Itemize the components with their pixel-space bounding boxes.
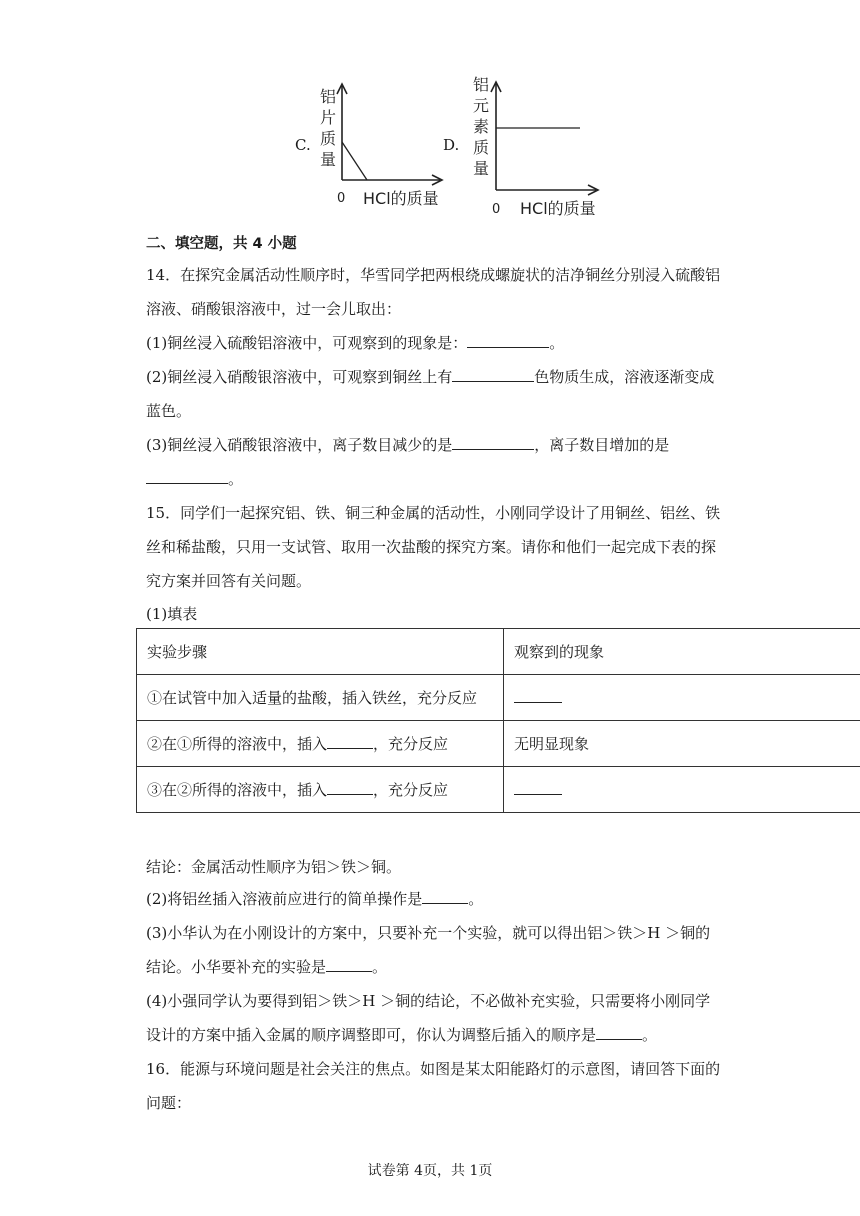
graph-d-y-label-3: 素	[473, 117, 490, 136]
q15-stem-line-2: 丝和稀盐酸，只用一支试管、取用一次盐酸的探究方案。请你和他们一起完成下表的探	[146, 538, 717, 556]
q15-blank-2[interactable]	[422, 902, 468, 904]
graph-c-x-label: HCl的质量	[363, 189, 439, 208]
q14-part-2-cont: 蓝色。	[146, 402, 192, 420]
q15-part-3: (3)小华认为在小刚设计的方案中，只要补充一个实验，就可以得出铝＞铁＞H ＞铜的	[146, 924, 711, 942]
table-row-3-result	[504, 767, 860, 813]
q15-part-2-text: (2)将铝丝插入溶液前应进行的简单操作是	[146, 890, 423, 908]
graph-c-y-label-2: 片	[320, 108, 337, 127]
table-blank-r3-step[interactable]	[327, 793, 373, 795]
table-blank-r3[interactable]	[514, 793, 562, 795]
option-d-label: D.	[443, 136, 460, 154]
q14-blank-4[interactable]	[146, 482, 228, 484]
option-c-label: C.	[295, 136, 311, 154]
q15-blank-4[interactable]	[596, 1038, 642, 1040]
q15-part-4-end: 。	[642, 1026, 658, 1044]
table-row-3-step	[137, 767, 504, 813]
experiment-table	[136, 628, 860, 813]
graph-d-y-label-2: 元	[473, 96, 490, 115]
q15-stem-line-3: 究方案并回答有关问题。	[146, 572, 312, 590]
q14-stem-line-1: 14．在探究金属活动性顺序时，华雪同学把两根绕成螺旋状的洁净铜丝分别浸入硫酸铝	[146, 266, 721, 284]
graph-c-y-label-4: 量	[320, 150, 337, 169]
table-row-2-step	[137, 721, 504, 767]
section-heading: 二、填空题，共 4 小题	[146, 236, 297, 252]
q14-part-2-text-b: 色物质生成，溶液逐渐变成	[534, 368, 715, 386]
table-row-2-result: 无明显现象	[504, 721, 860, 767]
q14-part-1	[146, 332, 564, 353]
table-header-row	[137, 629, 860, 675]
graph-c-y-label-1: 铝	[320, 87, 337, 106]
table-header-step: 实验步骤	[137, 629, 504, 675]
table-row-2-step-a: ②在①所得的溶液中，插入	[147, 735, 328, 753]
q15-part-3-text: 结论。小华要补充的实验是	[146, 958, 327, 976]
page-footer: 试卷第 4页，共 1页	[367, 1163, 493, 1179]
q15-part-2-end: 。	[468, 890, 484, 908]
table-row-3-step-b: ，充分反应	[373, 781, 449, 799]
table-row-3-step-a: ③在②所得的溶液中，插入	[147, 781, 328, 799]
q14-blank-1[interactable]	[467, 346, 549, 348]
table-blank-r2-step[interactable]	[327, 747, 373, 749]
q15-conclusion: 结论：金属活动性顺序为铝＞铁＞铜。	[146, 858, 402, 876]
graph-d	[468, 70, 608, 220]
table-row	[137, 675, 860, 721]
graph-d-origin: 0	[492, 202, 501, 217]
graph-d-y-label-5: 量	[473, 159, 490, 178]
q14-part-2-text: (2)铜丝浸入硝酸银溶液中，可观察到铜丝上有	[146, 368, 453, 386]
table-row-1-step: ①在试管中加入适量的盐酸，插入铁丝，充分反应	[137, 675, 504, 721]
table-header-observation: 观察到的现象	[504, 629, 860, 675]
q14-part-3-end: 。	[228, 470, 244, 488]
q15-part-3-end: 。	[372, 958, 388, 976]
q14-part-2	[146, 366, 714, 387]
table-row	[137, 721, 860, 767]
q14-part-3-text-b: ，离子数目增加的是	[534, 436, 670, 454]
q14-blank-3[interactable]	[452, 448, 534, 450]
q16-stem-line-1: 16．能源与环境问题是社会关注的焦点。如图是某太阳能路灯的示意图，请回答下面的	[146, 1060, 721, 1078]
q15-part-4: (4)小强同学认为要得到铝＞铁＞H ＞铜的结论，不必做补充实验，只需要将小刚同学	[146, 992, 711, 1010]
q15-blank-3[interactable]	[326, 970, 372, 972]
table-row	[137, 767, 860, 813]
q15-part-4-text: 设计的方案中插入金属的顺序调整即可，你认为调整后插入的顺序是	[146, 1026, 597, 1044]
q15-part-3-cont	[146, 956, 387, 977]
table-row-2-step-b: ，充分反应	[373, 735, 449, 753]
q15-part-2	[146, 888, 483, 909]
q14-part-3	[146, 434, 669, 455]
table-row-1-result	[504, 675, 860, 721]
q14-part-3-text: (3)铜丝浸入硝酸银溶液中，离子数目减少的是	[146, 436, 453, 454]
q14-part-1-text: (1)铜丝浸入硫酸铝溶液中，可观察到的现象是：	[146, 334, 468, 352]
q14-blank-2[interactable]	[452, 380, 534, 382]
table-blank-r1[interactable]	[514, 701, 562, 703]
q15-part-1: (1)填表	[146, 605, 198, 623]
q14-part-1-end: 。	[549, 334, 565, 352]
q15-part-4-cont	[146, 1024, 657, 1045]
q14-part-3-cont	[146, 468, 243, 489]
graph-c	[315, 72, 450, 212]
graph-d-y-label-1: 铝	[473, 75, 490, 94]
q15-stem-line-1: 15．同学们一起探究铝、铁、铜三种金属的活动性，小刚同学设计了用铜丝、铝丝、铁	[146, 504, 721, 522]
graph-d-y-label-4: 质	[473, 138, 490, 157]
q14-stem-line-2: 溶液、硝酸银溶液中，过一会儿取出：	[146, 300, 402, 318]
graph-c-y-label-3: 质	[320, 129, 337, 148]
graph-d-x-label: HCl的质量	[520, 199, 596, 218]
graph-c-origin: 0	[337, 191, 346, 206]
q16-stem-line-2: 问题：	[146, 1094, 192, 1112]
